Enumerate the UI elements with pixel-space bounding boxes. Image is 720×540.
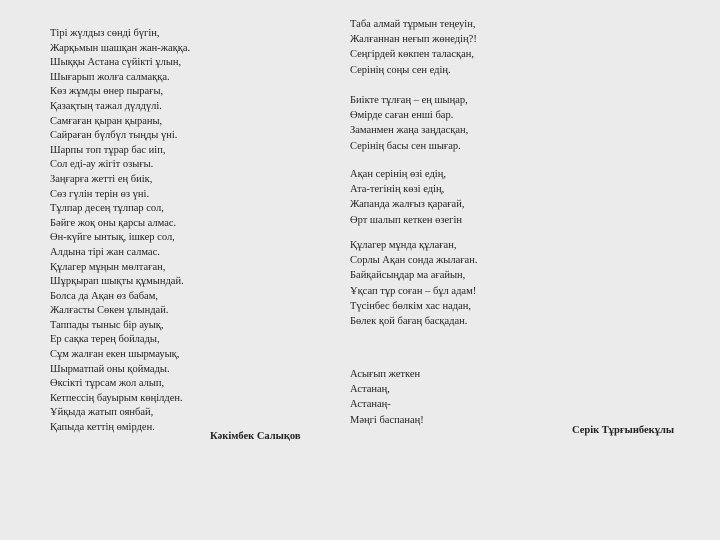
poem-line: Мәңгі баспанаң! xyxy=(350,414,424,426)
poem-left xyxy=(50,27,190,436)
poem-line: Ұйқыда жатып оянбай, xyxy=(50,407,154,419)
poem-line: Заңғарға жетті ең биік, xyxy=(50,173,153,185)
poem-line: Шығарып жолға салмаққа. xyxy=(50,71,170,83)
poem-line: Өрт шалып кеткен өзегін xyxy=(350,214,463,226)
author-left: Кәкімбек Салықов xyxy=(210,431,301,442)
poem-line: Жалғасты Сөкен ұлындай. xyxy=(50,305,169,317)
poem-line: Таппады тыныс бір ауық, xyxy=(50,319,164,331)
poem-line: Бөлек қой бағаң басқадан. xyxy=(350,316,468,328)
stanza-right-3 xyxy=(350,167,464,228)
poem-line: Астанаң- xyxy=(350,399,391,411)
stanza-right-4 xyxy=(350,238,477,329)
poem-line: Таба алмай тұрмын теңеуін, xyxy=(350,19,476,30)
poem-line: Қапыда кеттің өмірден. xyxy=(50,422,155,434)
poem-line: Алдына тірі жан салмас. xyxy=(50,246,160,258)
poem-line: Көз жұмды өнер пырағы, xyxy=(50,86,164,98)
poem-line: Сорлы Ақан сонда жылаған. xyxy=(350,255,478,267)
poem-line: Серінің басы сен шығар. xyxy=(350,140,461,152)
poem-line: Шұрқырап шықты құмындай. xyxy=(50,276,184,288)
stanza-right-5 xyxy=(350,367,424,428)
poem-line: Болса да Ақан өз бабам, xyxy=(50,290,158,302)
author-right: Серік Тұрғынбекұлы xyxy=(572,425,675,436)
poem-line: Сөз гүлін терін өз үні. xyxy=(50,188,150,200)
poem-line: Сұм жалған екен шырмауық, xyxy=(50,349,180,361)
poem-line: Өмірде саған енші бар. xyxy=(350,110,454,122)
poem-line: Өксікті тұрсам жол алып, xyxy=(50,378,165,390)
poem-line: Астанаң, xyxy=(350,384,390,396)
poem-line: Сайраған бүлбүл тыңды үні. xyxy=(50,130,178,142)
poem-line: Асығып жеткен xyxy=(350,369,421,380)
poem-line: Сол еді-ау жігіт озығы. xyxy=(50,159,154,171)
poem-line: Ер сақка терең бойлады, xyxy=(50,334,160,346)
stanza-right-2 xyxy=(350,93,468,154)
poem-line: Серінің соңы сен едің. xyxy=(350,64,451,76)
poem-line: Өн-күйге ынтық, ішкер сол, xyxy=(50,232,175,244)
poem-line: Шарпы топ тұрар бас иіп, xyxy=(50,144,166,156)
poem-line: Тұлпар десең тұлпар сол, xyxy=(50,203,164,215)
poem-line: Шыққы Астана сүйікті ұлын, xyxy=(50,57,182,69)
poem-line: Байқайсыңдар ма ағайын, xyxy=(350,270,466,282)
stanza-right-1 xyxy=(350,17,477,78)
poem-line: Құлагер мұңын мөлтаған, xyxy=(50,261,166,273)
poem-line: Құлагер мұнда құлаған, xyxy=(350,240,457,251)
poem-line: Жапанда жалғыз қарағай, xyxy=(350,199,465,211)
poem-line: Бәйге жоқ оны қарсы алмас. xyxy=(50,217,177,229)
poem-line: Сеңгірдей көкпен таласқан, xyxy=(350,49,475,61)
poem-line: Жарқьмын шашқан жан-жаққа. xyxy=(50,42,191,54)
poem-line: Шырматпай оны қоймады. xyxy=(50,363,170,375)
poem-line: Түсінбес бөлкім хас надан, xyxy=(350,300,471,312)
poem-line: Биікте тұлғаң – ең шыңар, xyxy=(350,95,468,106)
poem-line: Кетпессің бауырым көңілден. xyxy=(50,392,183,404)
poem-line: Қазақтың тажал дүлдүлі. xyxy=(50,100,162,112)
poem-line: Тірі жүлдыз сөнді бүгін, xyxy=(50,28,160,39)
poem-line: Самғаған қыран қыраны, xyxy=(50,115,163,127)
poem-line: Ата-тегінің көзі едің, xyxy=(350,184,445,196)
poem-line: Ақан серінің өзі едің, xyxy=(350,169,446,180)
poem-line: Заманмен жаңа заңдасқан, xyxy=(350,125,469,137)
poem-line: Жалғаннан неғып жөнедің?! xyxy=(350,34,477,46)
poem-line: Ұқсап тұр соған – бұл адам! xyxy=(350,285,477,297)
